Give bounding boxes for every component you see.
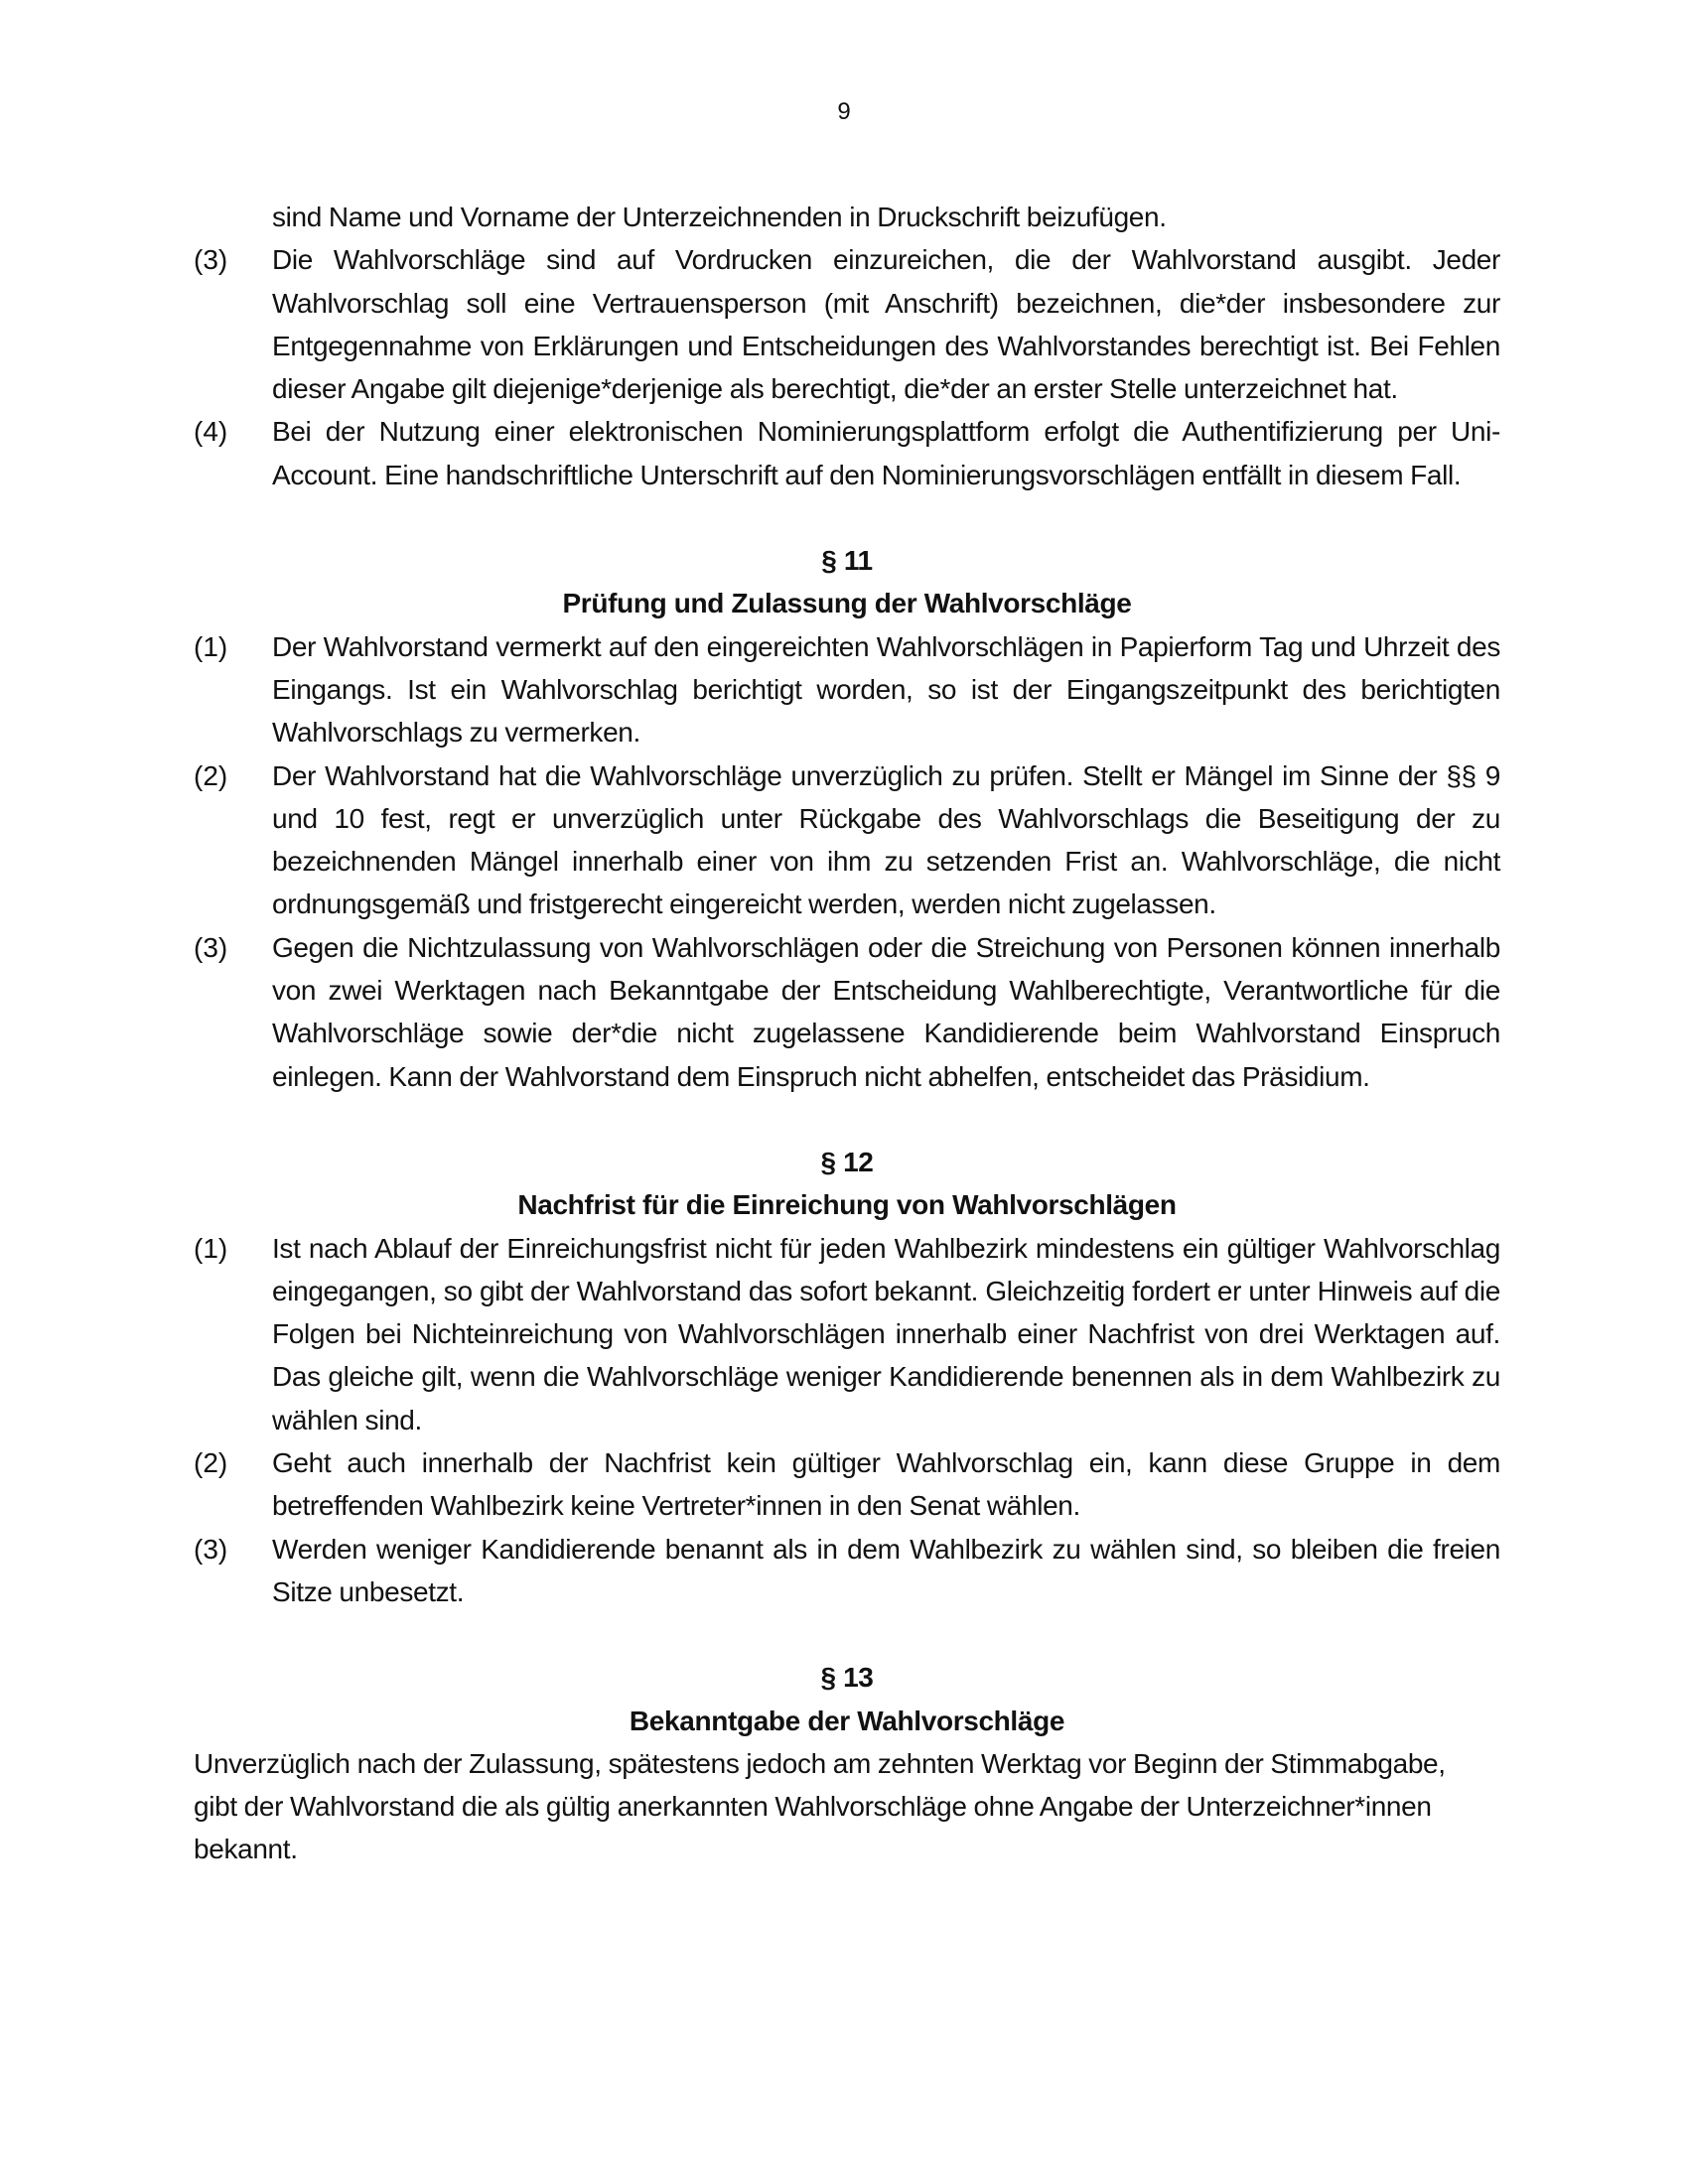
item-number: (3)	[194, 931, 228, 963]
paragraph-item	[194, 754, 1500, 926]
item-number: (1)	[194, 1232, 228, 1264]
item-text: Der Wahlvorstand hat die Wahlvorschläge unverzüglich zu prüfen. Stellt er Mängel im Sinne der §§ 9 und 10 fest, regt er unverzüglich unter Rückgabe des Wahlvorschlags die Beseitigung der zu bezeichnenden Mängel innerhalb einer von ihm zu setzenden Frist an. Wahlvorschläge, die nicht ordnungsgemäß und fristgerecht eingereicht werden, werden nicht zugelassen.	[272, 759, 1500, 920]
item-text: Werden weniger Kandidierende benannt als in dem Wahlbezirk zu wählen sind, so bleiben die freien Sitze unbesetzt.	[272, 1533, 1500, 1607]
paragraph-item	[194, 625, 1500, 754]
section-number: § 11	[821, 545, 873, 577]
item-number: (2)	[194, 1447, 228, 1479]
section-number: § 12	[820, 1146, 874, 1177]
paragraph-item	[194, 238, 1500, 410]
section-text-line: Unverzüglich nach der Zulassung, spätestens jedoch am zehnten Werktag vor Beginn der Stimmabgabe,	[194, 1747, 1446, 1779]
section-title: Nachfrist für die Einreichung von Wahlvorschlägen	[517, 1189, 1177, 1221]
item-number: (1)	[194, 630, 228, 662]
item-text: Gegen die Nichtzulassung von Wahlvorschlägen oder die Streichung von Personen können innerhalb von zwei Werktagen nach Bekanntgabe der Entscheidung Wahlberechtigte, Verantwortliche für die Wahlvorschläge sowie der*die nicht zugelassene Kandidierende beim Wahlvorstand Einspruch einlegen. Kann der Wahlvorstand dem Einspruch nicht abhelfen, entscheidet das Präsidium.	[272, 931, 1500, 1092]
paragraph-item	[194, 410, 1500, 496]
item-text: Bei der Nutzung einer elektronischen Nominierungsplattform erfolgt die Authentifizierung per Uni-Account. Eine handschriftliche Unterschrift auf den Nominierungsvorschlägen entfällt in diesem Fall.	[272, 416, 1500, 490]
page-content	[194, 196, 1500, 1871]
page-number: 9	[837, 98, 851, 125]
item-number: (3)	[194, 244, 228, 276]
paragraph-item	[194, 1528, 1500, 1614]
section-13	[194, 1656, 1500, 1870]
section-11	[194, 539, 1500, 1098]
item-number: (2)	[194, 759, 228, 791]
paragraph-item	[194, 926, 1500, 1098]
paragraph-item	[194, 1227, 1500, 1441]
item-text: Der Wahlvorstand vermerkt auf den eingereichten Wahlvorschlägen in Papierform Tag und Uhrzeit des Eingangs. Ist ein Wahlvorschlag berichtigt worden, so ist der Eingangszeitpunkt des berichtigten Wahlvorschlags zu vermerken.	[272, 630, 1500, 749]
section-title: Prüfung und Zulassung der Wahlvorschläge	[562, 588, 1132, 619]
item-text: Geht auch innerhalb der Nachfrist kein gültiger Wahlvorschlag ein, kann diese Gruppe in dem betreffenden Wahlbezirk keine Vertreter*innen in den Senat wählen.	[272, 1447, 1500, 1522]
section-12	[194, 1141, 1500, 1613]
item-text: Die Wahlvorschläge sind auf Vordrucken einzureichen, die der Wahlvorstand ausgibt. Jeder Wahlvorschlag soll eine Vertrauensperson (mit Anschrift) bezeichnen, die*der insbesondere zur Entgegennahme von Erklärungen und Entscheidungen des Wahlvorstandes berechtigt ist. Bei Fehlen dieser Angabe gilt diejenige*derjenige als berechtigt, die*der an erster Stelle unterzeichnet hat.	[272, 244, 1500, 405]
section-text-line: gibt der Wahlvorstand die als gültig anerkannten Wahlvorschläge ohne Angabe der Unterzeichner*innen	[194, 1791, 1432, 1823]
continuation-text: sind Name und Vorname der Unterzeichnenden in Druckschrift beizufügen.	[272, 202, 1167, 232]
item-text: Ist nach Ablauf der Einreichungsfrist nicht für jeden Wahlbezirk mindestens ein gültiger Wahlvorschlag eingegangen, so gibt der Wahlvorstand das sofort bekannt. Gleichzeitig fordert er unter Hinweis auf die Folgen bei Nichteinreichung von Wahlvorschlägen innerhalb einer Nachfrist von drei Werktagen auf. Das gleiche gilt, wenn die Wahlvorschläge weniger Kandidierende benennen als in dem Wahlbezirk zu wählen sind.	[272, 1232, 1500, 1435]
section-text-line: bekannt.	[194, 1834, 298, 1865]
paragraph-item	[194, 1441, 1500, 1528]
section-title: Bekanntgabe der Wahlvorschläge	[629, 1705, 1065, 1736]
section-number: § 13	[820, 1662, 874, 1694]
item-number: (3)	[194, 1533, 228, 1565]
item-number: (4)	[194, 416, 228, 448]
